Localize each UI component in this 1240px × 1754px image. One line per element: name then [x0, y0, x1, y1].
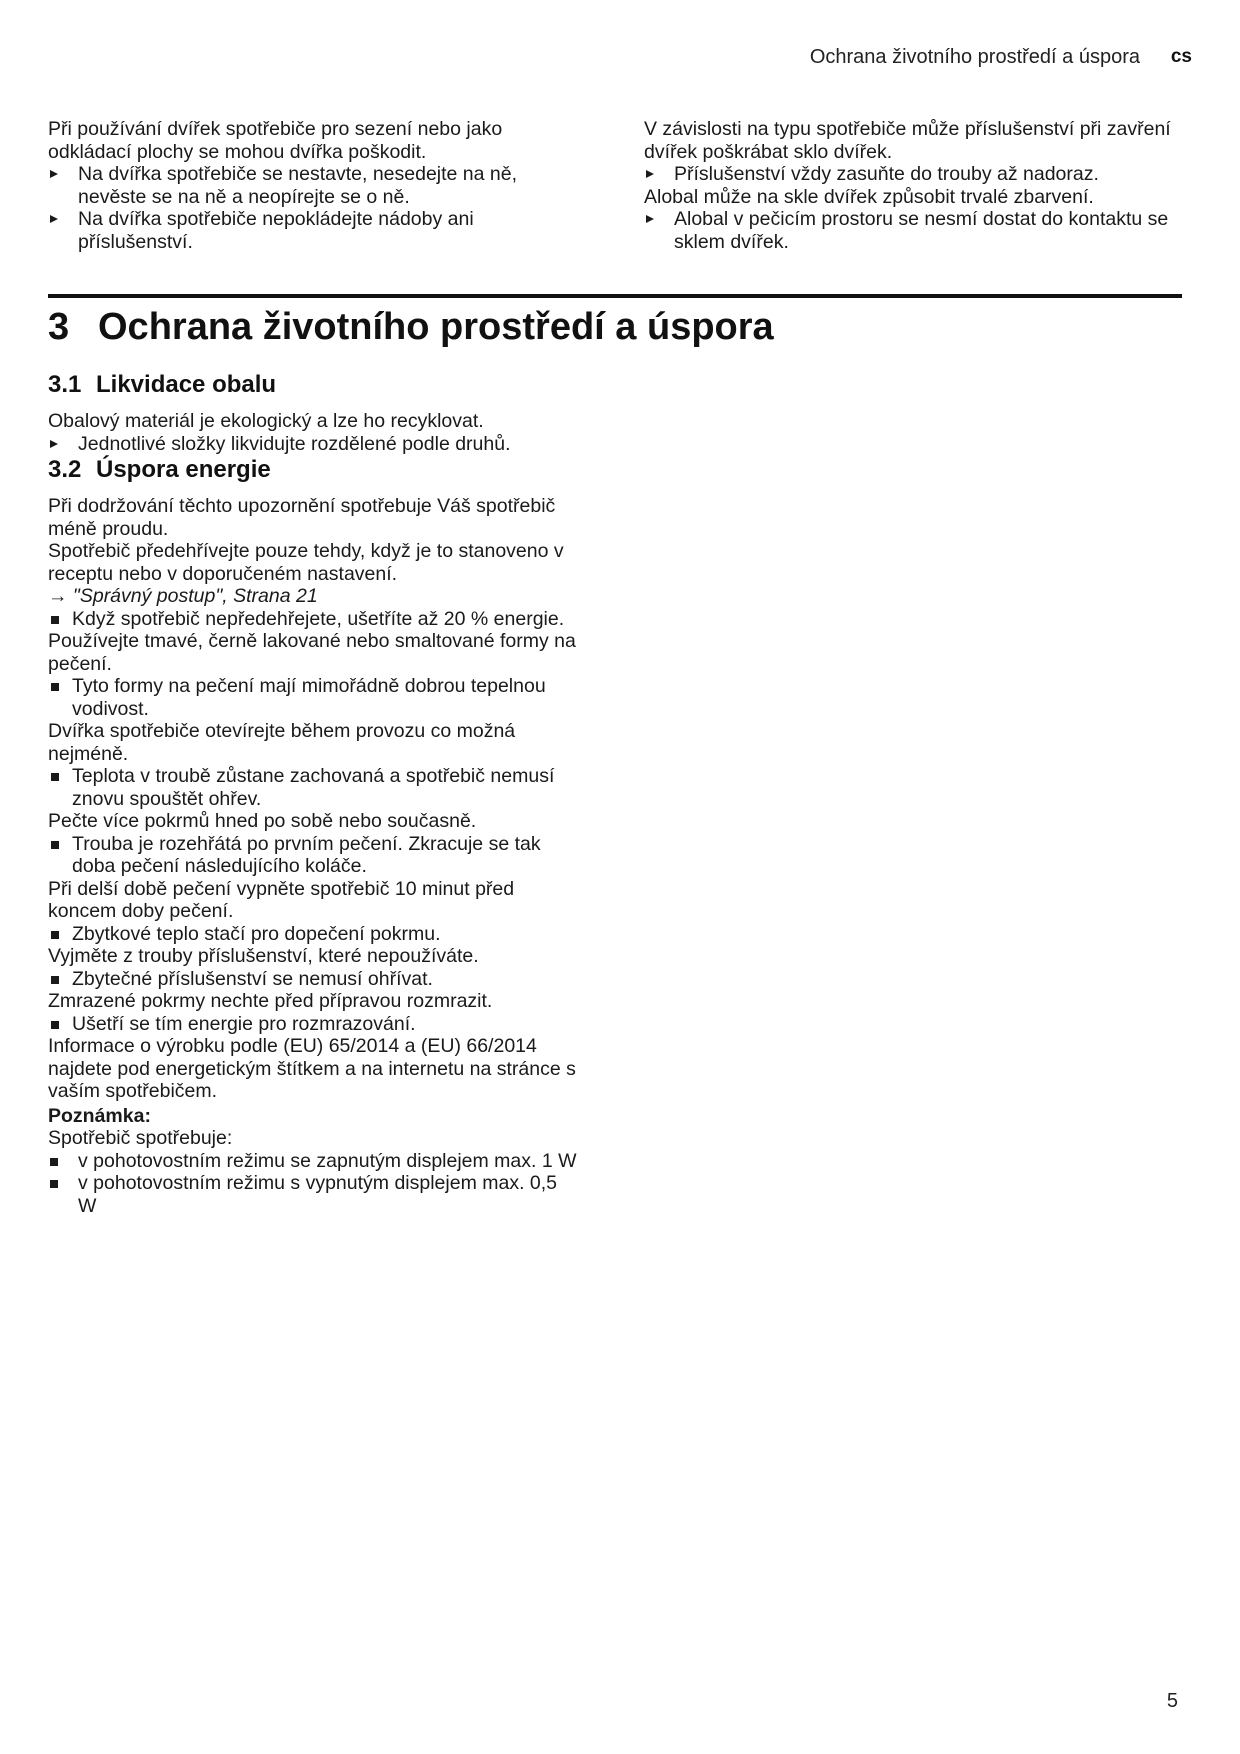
list-item: Na dvířka spotřebiče nepokládejte nádoby ani příslušenství. — [48, 208, 580, 253]
intro-right-column — [644, 118, 1180, 253]
paragraph: Při delší době pečení vypněte spotřebič 10 minut před koncem doby pečení. — [48, 877, 515, 922]
section-heading — [48, 370, 580, 400]
list-item: Teplota v troubě zůstane zachovaná a spotřebič nemusí znovu spouštět ohřev. — [48, 765, 580, 810]
intro-left-column — [48, 118, 580, 253]
cross-reference-link[interactable]: → "Správný postup", Strana 21 — [48, 585, 318, 607]
section-number: 3.2 — [48, 456, 82, 483]
list-item: Trouba je rozehřátá po prvním pečení. Zkracuje se tak doba pečení následujícího koláče. — [48, 833, 580, 878]
intro-right-paragraph: V závislosti na typu spotřebiče může příslušenství při zavření dvířek poškrábat sklo dvířek. — [644, 118, 1171, 163]
section-title: Likvidace obalu — [96, 371, 277, 398]
list-item: v pohotovostním režimu se zapnutým displejem max. 1 W — [48, 1150, 580, 1173]
paragraph: Při dodržování těchto upozornění spotřebuje Váš spotřebič méně proudu. — [48, 495, 556, 540]
list-item: Zbytkové teplo stačí pro dopečení pokrmu. — [48, 923, 580, 946]
list-item: Ušetří se tím energie pro rozmrazování. — [48, 1013, 580, 1036]
paragraph: Pečte více pokrmů hned po sobě nebo současně. — [48, 810, 477, 832]
paragraph: Dvířka spotřebiče otevírejte během provozu co možná nejméně. — [48, 720, 516, 765]
chapter-number: 3 — [48, 306, 70, 348]
list-item: Když spotřebič nepředehřejete, ušetříte až 20 % energie. — [48, 608, 580, 631]
note-title: Poznámka: — [48, 1104, 151, 1127]
section-title: Úspora energie — [96, 456, 271, 483]
paragraph: Zmrazené pokrmy nechte před přípravou rozmrazit. — [48, 990, 493, 1012]
chapter-body — [48, 370, 580, 1217]
chapter-heading — [48, 302, 774, 352]
section-heading — [48, 455, 580, 485]
list-item: v pohotovostním režimu s vypnutým displejem max. 0,5 W — [48, 1172, 580, 1217]
chapter-divider — [48, 294, 1182, 298]
paragraph: Obalový materiál je ekologický a lze ho recyklovat. — [48, 410, 484, 432]
paragraph: Používejte tmavé, černě lakované nebo smaltované formy na pečení. — [48, 630, 576, 675]
list-item: Na dvířka spotřebiče se nestavte, nesedejte na ně, nevěste se na ně a neopírejte se o ně. — [48, 163, 580, 208]
list-item: Příslušenství vždy zasuňte do trouby až nadoraz. — [644, 163, 1180, 186]
paragraph: Vyjměte z trouby příslušenství, které nepoužíváte. — [48, 945, 479, 967]
list-item: Jednotlivé složky likvidujte rozdělené podle druhů. — [48, 433, 580, 456]
page-number: 5 — [1166, 1690, 1178, 1712]
intro-left-paragraph: Při používání dvířek spotřebiče pro sezení nebo jako odkládací plochy se mohou dvířka poškodit. — [48, 118, 503, 163]
list-item: Alobal v pečicím prostoru se nesmí dostat do kontaktu se sklem dvířek. — [644, 208, 1180, 253]
chapter-title: Ochrana životního prostředí a úspora — [98, 306, 774, 348]
list-item: Tyto formy na pečení mají mimořádně dobrou tepelnou vodivost. — [48, 675, 580, 720]
section-number: 3.1 — [48, 371, 82, 398]
language-code: cs — [1170, 46, 1192, 67]
note-text: Spotřebič spotřebuje: — [48, 1127, 233, 1149]
intro-right-paragraph: Alobal může na skle dvířek způsobit trvalé zbarvení. — [644, 185, 1094, 208]
product-info-paragraph: Informace o výrobku podle (EU) 65/2014 a (EU) 66/2014 najdete pod energetickým štítkem a na internetu na stránce s vaším spotřebičem. — [48, 1035, 576, 1102]
running-header-title: Ochrana životního prostředí a úspora — [809, 46, 1140, 68]
list-item: Zbytečné příslušenství se nemusí ohřívat. — [48, 968, 580, 991]
paragraph: Spotřebič předehřívejte pouze tehdy, když je to stanoveno v receptu nebo v doporučeném nastavení. — [48, 540, 564, 585]
